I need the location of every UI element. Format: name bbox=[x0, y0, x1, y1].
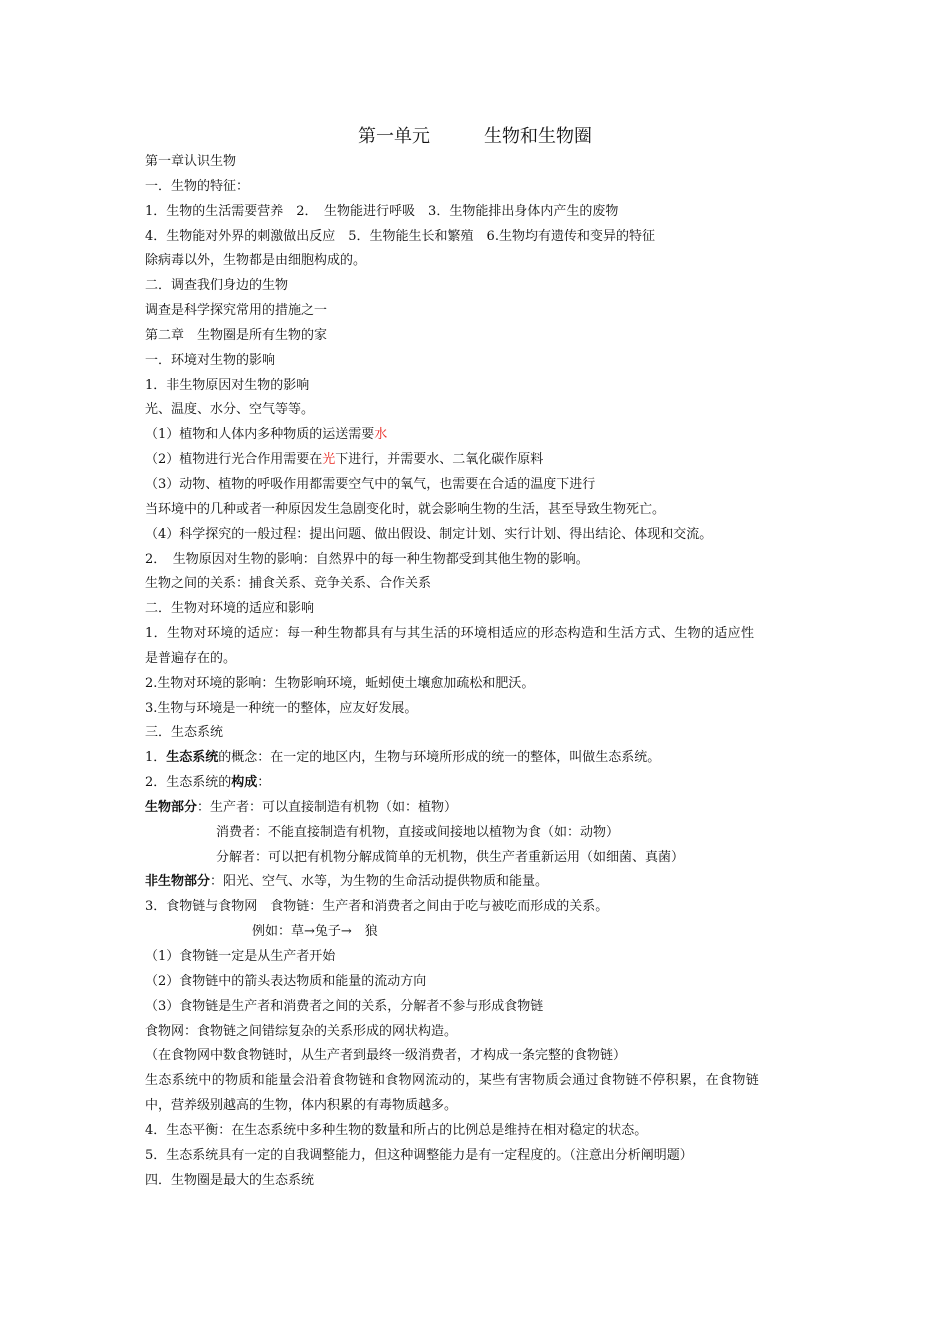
text-line bbox=[145, 448, 815, 473]
text-span: 下进行，并需要水、二氧化碳作原料 bbox=[335, 452, 544, 468]
text-span: ：阳光、空气、水等，为生物的生命活动提供物质和能量。 bbox=[210, 874, 549, 890]
text-line bbox=[145, 374, 815, 399]
text-span: 生物之间的关系：捕食关系、竞争关系、合作关系 bbox=[145, 576, 432, 592]
text-span: 生态系统中的物质和能量会沿着食物链和食物网流动的，某些有害物质会通过食物链不停积累，在食物链 bbox=[145, 1073, 760, 1089]
text-span: 除病毒以外，生物都是由细胞构成的。 bbox=[145, 253, 367, 269]
text-line bbox=[145, 572, 815, 597]
text-line bbox=[145, 225, 815, 250]
text-line bbox=[145, 1169, 815, 1194]
text-span: 2． 生物原因对生物的影响：自然界中的每一种生物都受到其他生物的影响。 bbox=[145, 551, 589, 567]
text-line bbox=[145, 423, 815, 448]
text-span: 消费者：不能直接制造有机物，直接或间接地以植物为食（如：动物） bbox=[216, 824, 620, 840]
text-span: 调查是科学探究常用的措施之一 bbox=[145, 303, 328, 319]
text-span: （1）植物和人体内多种物质的运送需要 bbox=[145, 427, 375, 443]
text-line bbox=[145, 150, 815, 175]
text-line bbox=[145, 1069, 815, 1094]
text-span: （在食物网中数食物链时，从生产者到最终一级消费者，才构成一条完整的食物链） bbox=[145, 1048, 627, 1064]
text-span: （3）食物链是生产者和消费者之间的关系，分解者不参与形成食物链 bbox=[145, 998, 544, 1014]
text-span: 是普遍存在的。 bbox=[145, 650, 237, 666]
text-line bbox=[145, 895, 815, 920]
text-line bbox=[145, 249, 815, 274]
text-span: （1）食物链一定是从生产者开始 bbox=[145, 949, 336, 964]
text-span: （2）植物进行光合作用需要在 bbox=[145, 452, 323, 468]
text-line bbox=[145, 870, 815, 895]
text-span: 光、温度、水分、空气等等。 bbox=[145, 402, 315, 418]
text-line bbox=[145, 175, 815, 200]
bold-term: 非生物部分 bbox=[145, 874, 211, 890]
text-span: 中，营养级别越高的生物，体内积累的有毒物质越多。 bbox=[145, 1098, 458, 1114]
text-line bbox=[145, 672, 815, 697]
text-span: 一．环境对生物的影响 bbox=[145, 352, 276, 368]
text-span: 第一章认识生物 bbox=[145, 154, 237, 169]
text-span: （4）科学探究的一般过程：提出问题、做出假设、制定计划、实行计划、得出结论、体现和交流。 bbox=[145, 526, 713, 542]
page-title: 第一单元 生物和生物圈 bbox=[358, 126, 592, 147]
text-line bbox=[145, 995, 815, 1020]
text-span: 二．调查我们身边的生物 bbox=[145, 278, 289, 294]
bold-term: 生态系统 bbox=[166, 750, 219, 766]
text-span: 3．食物链与食物网 食物链：生产者和消费者之间由于吃与被吃而形成的关系。 bbox=[145, 899, 609, 915]
text-line bbox=[145, 498, 815, 523]
text-span: （3）动物、植物的呼吸作用都需要空气中的氧气，也需要在合适的温度下进行 bbox=[145, 476, 596, 492]
text-span: 5．生态系统具有一定的自我调整能力，但这种调整能力是有一定程度的。（注意出分析阐明题） bbox=[145, 1147, 693, 1163]
text-line bbox=[145, 349, 815, 374]
text-line bbox=[145, 771, 815, 796]
text-line bbox=[145, 821, 815, 846]
text-line bbox=[145, 920, 815, 945]
text-line bbox=[145, 1119, 815, 1144]
text-span: 3.生物与环境是一种统一的整体，应友好发展。 bbox=[145, 700, 418, 716]
text-span: ：生产者：可以直接制造有机物（如：植物） bbox=[197, 799, 458, 815]
text-line bbox=[145, 697, 815, 722]
text-span: 2.生物对环境的影响：生物影响环境，蚯蚓使土壤愈加疏松和肥沃。 bbox=[145, 675, 535, 691]
text-span: 4．生物能对外界的刺激做出反应 5．生物能生长和繁殖 6.生物均有遗传和变异的特征 bbox=[145, 228, 655, 244]
text-span: 1．生物对环境的适应：每一种生物都具有与其生活的环境相适应的形态构造和生活方式、生物的适应性 bbox=[145, 626, 755, 642]
text-span: ： bbox=[257, 775, 271, 791]
text-line bbox=[145, 548, 815, 573]
bold-term: 构成 bbox=[231, 775, 258, 791]
text-line bbox=[145, 523, 815, 548]
text-span: 第二章 生物圈是所有生物的家 bbox=[145, 327, 328, 343]
text-span: 一．生物的特征： bbox=[145, 178, 250, 194]
text-line bbox=[145, 274, 815, 299]
text-line bbox=[145, 970, 815, 995]
text-span: 2．生态系统的 bbox=[145, 775, 232, 791]
text-span: （2）食物链中的箭头表达物质和能量的流动方向 bbox=[145, 973, 427, 989]
text-line bbox=[145, 721, 815, 746]
document-body bbox=[145, 150, 815, 1193]
text-line bbox=[145, 746, 815, 771]
text-line bbox=[145, 324, 815, 349]
highlighted-term: 水 bbox=[374, 427, 388, 443]
text-line bbox=[145, 622, 815, 647]
text-line bbox=[145, 846, 815, 871]
text-span: 1．非生物原因对生物的影响 bbox=[145, 377, 310, 393]
text-line bbox=[145, 1094, 815, 1119]
text-line bbox=[145, 796, 815, 821]
text-span: 4．生态平衡：在生态系统中多种生物的数量和所占的比例总是维持在相对稳定的状态。 bbox=[145, 1122, 648, 1138]
text-line bbox=[145, 597, 815, 622]
text-span: 分解者：可以把有机物分解成简单的无机物，供生产者重新运用（如细菌、真菌） bbox=[216, 849, 685, 865]
text-span: 的概念：在一定的地区内，生物与环境所形成的统一的整体，叫做生态系统。 bbox=[218, 750, 661, 766]
text-line bbox=[145, 1020, 815, 1045]
text-span: 当环境中的几种或者一种原因发生急剧变化时，就会影响生物的生活，甚至导致生物死亡。 bbox=[145, 501, 666, 517]
bold-term: 生物部分 bbox=[145, 799, 198, 815]
text-span: 二．生物对环境的适应和影响 bbox=[145, 601, 315, 617]
text-line bbox=[145, 200, 815, 225]
text-line bbox=[145, 1144, 815, 1169]
text-span: 三．生态系统 bbox=[145, 725, 224, 741]
text-line bbox=[145, 398, 815, 423]
text-line bbox=[145, 299, 815, 324]
text-span: 1． bbox=[145, 750, 167, 766]
text-span: 四．生物圈是最大的生态系统 bbox=[145, 1172, 315, 1188]
text-line bbox=[145, 945, 815, 970]
text-line bbox=[145, 1044, 815, 1069]
text-line bbox=[145, 647, 815, 672]
text-span: 1．生物的生活需要营养 2． 生物能进行呼吸 3．生物能排出身体内产生的废物 bbox=[145, 203, 619, 219]
text-line bbox=[145, 473, 815, 498]
highlighted-term: 光 bbox=[322, 452, 336, 468]
text-span: 例如：草→兔子→ 狼 bbox=[252, 924, 378, 940]
text-span: 食物网：食物链之间错综复杂的关系形成的网状构造。 bbox=[145, 1023, 458, 1039]
